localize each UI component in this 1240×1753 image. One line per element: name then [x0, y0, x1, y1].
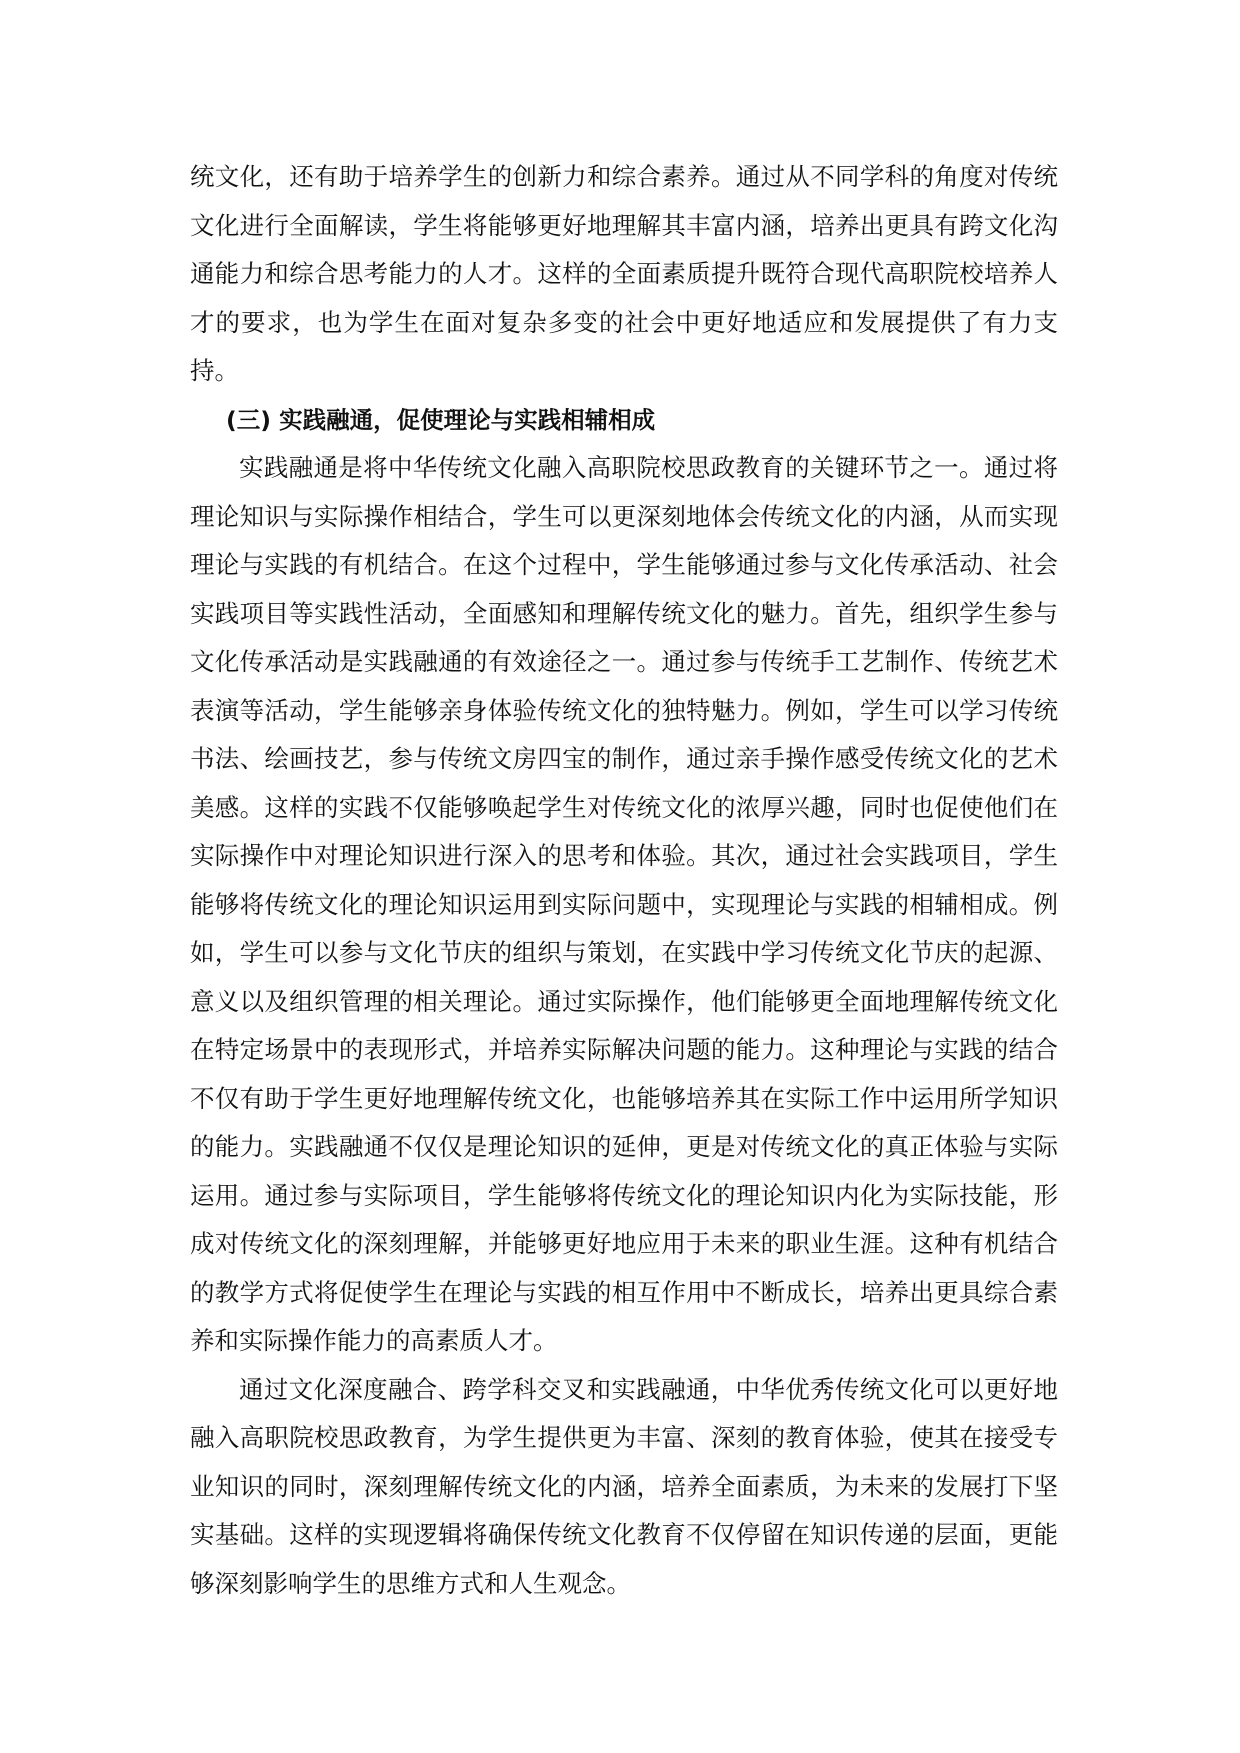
- document-body: [190, 153, 1058, 1608]
- paragraph-continuation: 统文化，还有助于培养学生的创新力和综合素养。通过从不同学科的角度对传统文化进行全面解读，学生将能够更好地理解其丰富内涵，培养出更具有跨文化沟通能力和综合思考能力的人才。这样的全面素质提升既符合现代高职院校培养人才的要求，也为学生在面对复杂多变的社会中更好地适应和发展提供了有力支持。: [190, 162, 1058, 385]
- paragraph-conclusion: 通过文化深度融合、跨学科交叉和实践融通，中华优秀传统文化可以更好地融入高职院校思政教育，为学生提供更为丰富、深刻的教育体验，使其在接受专业知识的同时，深刻理解传统文化的内涵，培养全面素质，为未来的发展打下坚实基础。这样的实现逻辑将确保传统文化教育不仅停留在知识传递的层面，更能够深刻影响学生的思维方式和人生观念。: [190, 1374, 1058, 1598]
- section-heading: (三) 实践融通，促使理论与实践相辅相成: [226, 405, 656, 434]
- paragraph-practice-integration: 实践融通是将中华传统文化融入高职院校思政教育的关键环节之一。通过将理论知识与实际操作相结合，学生可以更深刻地体会传统文化的内涵，从而实现理论与实践的有机结合。在这个过程中，学生能够通过参与文化传承活动、社会实践项目等实践性活动，全面感知和理解传统文化的魅力。首先，组织学生参与文化传承活动是实践融通的有效途径之一。通过参与传统手工艺制作、传统艺术表演等活动，学生能够亲身体验传统文化的独特魅力。例如，学生可以学习传统书法、绘画技艺，参与传统文房四宝的制作，通过亲手操作感受传统文化的艺术美感。这样的实践不仅能够唤起学生对传统文化的浓厚兴趣，同时也促使他们在实际操作中对理论知识进行深入的思考和体验。其次，通过社会实践项目，学生能够将传统文化的理论知识运用到实际问题中，实现理论与实践的相辅相成。例如，学生可以参与文化节庆的组织与策划，在实践中学习传统文化节庆的起源、意义以及组织管理的相关理论。通过实际操作，他们能够更全面地理解传统文化在特定场景中的表现形式，并培养实际解决问题的能力。这种理论与实践的结合不仅有助于学生更好地理解传统文化，也能够培养其在实际工作中运用所学知识的能力。实践融通不仅仅是理论知识的延伸，更是对传统文化的真正体验与实际运用。通过参与实际项目，学生能够将传统文化的理论知识内化为实际技能，形成对传统文化的深刻理解，并能够更好地应用于未来的职业生涯。这种有机结合的教学方式将促使学生在理论与实践的相互作用中不断成长，培养出更具综合素养和实际操作能力的高素质人才。: [190, 453, 1058, 1355]
